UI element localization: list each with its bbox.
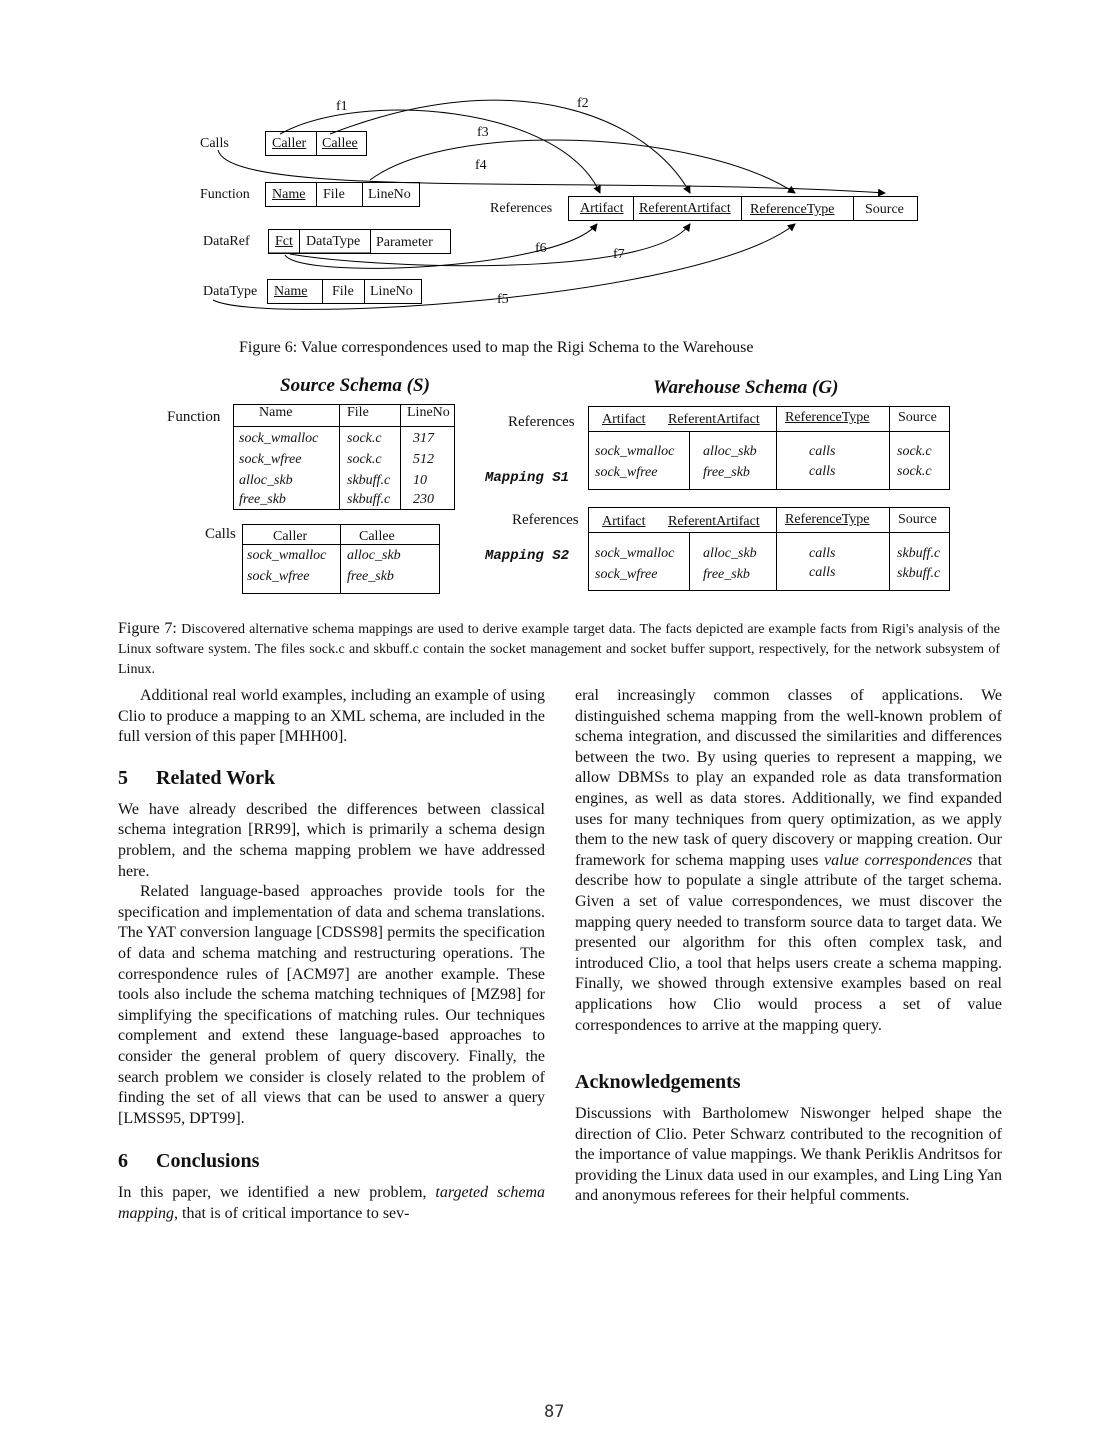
function-field: File <box>323 187 345 202</box>
function-cell: sock_wmalloc <box>239 431 319 446</box>
right-column <box>575 686 1002 1207</box>
calls-cell: free_skb <box>347 569 394 584</box>
function-cell: sock.c <box>347 452 382 467</box>
page-number: 87 <box>544 1402 565 1422</box>
s1-cell: sock_wmalloc <box>595 444 675 459</box>
paragraph: In this paper, we identified a new problem, targeted schema mapping, that is of critical importance to sev- <box>118 1184 545 1222</box>
datatype-field: Name <box>274 284 308 299</box>
s1-header: ReferenceType <box>785 410 870 425</box>
figure-7-caption-text: Discovered alternative schema mappings are used to derive example target data. The facts depicted are example facts from Rigi's analysis of the Linux software system. The files sock.c and skbuff.c contain the socket management and socket buffer support, respectively, for the network subsystem of Linux. <box>118 622 1001 677</box>
mapping-s2-label: Mapping S2 <box>485 548 570 564</box>
s1-cell: calls <box>809 444 836 459</box>
calls-field: Callee <box>322 136 358 151</box>
s2-header: Source <box>898 512 937 527</box>
section-5-heading: 5 Related Work <box>118 766 276 789</box>
function-cell: 512 <box>413 452 434 467</box>
function-cell: sock_wfree <box>239 452 302 467</box>
datatype-label: DataType <box>203 284 258 299</box>
function-cell: sock.c <box>347 431 382 446</box>
s2-cell: sock_wfree <box>595 567 658 582</box>
dataref-field: Fct <box>275 234 293 249</box>
datatype-field: LineNo <box>370 284 413 299</box>
function-header: Name <box>259 405 293 420</box>
arrow-label-f6: f6 <box>535 241 547 256</box>
arrow-label-f5: f5 <box>497 292 509 307</box>
arrow-label-f3: f3 <box>477 125 489 140</box>
function-cell: skbuff.c <box>347 492 391 507</box>
function-cell: skbuff.c <box>347 473 391 488</box>
s2-header: ReferentArtifact <box>668 514 760 529</box>
paragraph: We have already described the differences between classical schema integration [RR99], which is primarily a schema design problem, and the schema mapping problem we have addressed here. <box>118 800 545 880</box>
s2-cell: calls <box>809 546 836 561</box>
mapping-s1-label: Mapping S1 <box>485 470 570 486</box>
arrow-label-f7: f7 <box>613 247 625 262</box>
calls-label: Calls <box>200 136 229 151</box>
s1-header: ReferentArtifact <box>668 412 760 427</box>
s2-header: Artifact <box>602 514 646 529</box>
function-cell: 317 <box>413 431 434 446</box>
paragraph: Related language-based approaches provide tools for the specification and implementation of data and schema translations. The YAT conversion language [CDSS98] permits the specification of data and schema matching and restructuring operations. The correspondence rules of [ACM97] are another example. These tools also include the schema matching techniques of [MZ98] for simplifying the specifications of matching rules. Our techniques complement and extend these language-based approaches to consider the general problem of query discovery. Finally, the search problem we consider is closely related to the problem of finding the set of all views that can be used to answer a query [LMSS95, DPT99]. <box>118 883 545 1127</box>
s1-cell: sock.c <box>897 464 932 479</box>
references-field: ReferenceType <box>750 202 835 217</box>
arrow-f7 <box>290 224 690 266</box>
function-header: File <box>347 405 369 420</box>
arrow-label-f1: f1 <box>336 99 348 114</box>
calls-cell: sock_wfree <box>247 569 310 584</box>
arrow-label-f2: f2 <box>577 96 589 111</box>
calls-cell: sock_wmalloc <box>247 548 327 563</box>
s1-cell: sock_wfree <box>595 465 658 480</box>
references-field: Source <box>865 202 904 217</box>
function-cell: 10 <box>413 473 427 488</box>
s2-cell: sock_wmalloc <box>595 546 675 561</box>
calls-header: Callee <box>359 529 395 544</box>
function-header: LineNo <box>407 405 450 420</box>
references-s1-label: References <box>508 414 575 430</box>
references-s2-label: References <box>512 512 579 528</box>
acknowledgements-heading: Acknowledgements <box>575 1071 741 1094</box>
function-field: LineNo <box>368 187 411 202</box>
arrow-label-f4: f4 <box>475 158 487 173</box>
s1-cell: free_skb <box>703 465 750 480</box>
paragraph: Discussions with Bartholomew Niswonger helped shape the direction of Clio. Peter Schwarz contributed to the recognition of the importance of value mappings. We thank Periklis Andritsos for providing the Linux data used in our examples, and Ling Ling Yan and anonymous referees for their helpful comments. <box>575 1105 1002 1205</box>
correspondence-arrows <box>0 0 1113 340</box>
paragraph: Additional real world examples, including an example of using Clio to produce a mapping to an XML schema, are included in the full version of this paper [MHH00]. <box>118 687 545 746</box>
s2-cell: alloc_skb <box>703 546 757 561</box>
references-field: ReferentArtifact <box>639 201 731 216</box>
function-label: Function <box>200 187 250 202</box>
s1-cell: sock.c <box>897 444 932 459</box>
figure-6 <box>0 0 1113 340</box>
s1-header: Artifact <box>602 412 646 427</box>
source-function-label: Function <box>167 409 221 425</box>
s2-cell: skbuff.c <box>897 546 941 561</box>
dataref-field: Parameter <box>376 235 433 250</box>
left-column <box>118 686 545 1224</box>
function-cell: 230 <box>413 492 434 507</box>
source-calls-label: Calls <box>205 526 236 542</box>
figure-6-caption: Figure 6: Value correspondences used to map the Rigi Schema to the Warehouse <box>239 339 754 356</box>
s2-header: ReferenceType <box>785 512 870 527</box>
figure-7-caption <box>118 619 1000 679</box>
s1-header: Source <box>898 410 937 425</box>
warehouse-schema-title: Warehouse Schema (G) <box>653 377 839 398</box>
arrow-f2 <box>330 100 690 193</box>
s2-cell: skbuff.c <box>897 566 941 581</box>
s1-cell: alloc_skb <box>703 444 757 459</box>
function-cell: free_skb <box>239 492 286 507</box>
datatype-field: File <box>332 284 354 299</box>
source-schema-title: Source Schema (S) <box>280 375 430 396</box>
dataref-field: DataType <box>306 234 361 249</box>
function-cell: alloc_skb <box>239 473 293 488</box>
arrow-f6 <box>285 224 597 268</box>
calls-header: Caller <box>273 529 308 544</box>
paragraph: eral increasingly common classes of applications. We distinguished schema mapping from the well-known problem of schema integration, and discussed the similarities and differences between the two. By using queries to represent a mapping, we allow DBMSs to play an expanded role as data transformation engines, as well as data stores. Additionally, we find expanded uses for many techniques from query optimization, as we apply them to the new task of query discovery or mapping creation. Our framework for schema mapping uses value correspondences that describe how to populate a single attribute of the target schema. Given a set of value correspondences, we must discover the mapping query needed to transform source data to target data. We presented our algorithm for this often complex task, and introduced Clio, a tool that helps users create a schema mapping. Finally, we showed through extensive examples based on real applications how Clio would process a set of value correspondences to arrive at the mapping query. <box>575 687 1003 1034</box>
s2-cell: calls <box>809 565 836 580</box>
figure-7-caption-prefix: Figure 7: <box>118 620 177 637</box>
s2-cell: free_skb <box>703 567 750 582</box>
references-label: References <box>490 201 553 216</box>
calls-field: Caller <box>272 136 307 151</box>
references-field: Artifact <box>580 201 624 216</box>
calls-cell: alloc_skb <box>347 548 401 563</box>
dataref-label: DataRef <box>203 234 250 249</box>
section-6-heading: 6 Conclusions <box>118 1150 260 1173</box>
s1-cell: calls <box>809 464 836 479</box>
function-field: Name <box>272 187 306 202</box>
